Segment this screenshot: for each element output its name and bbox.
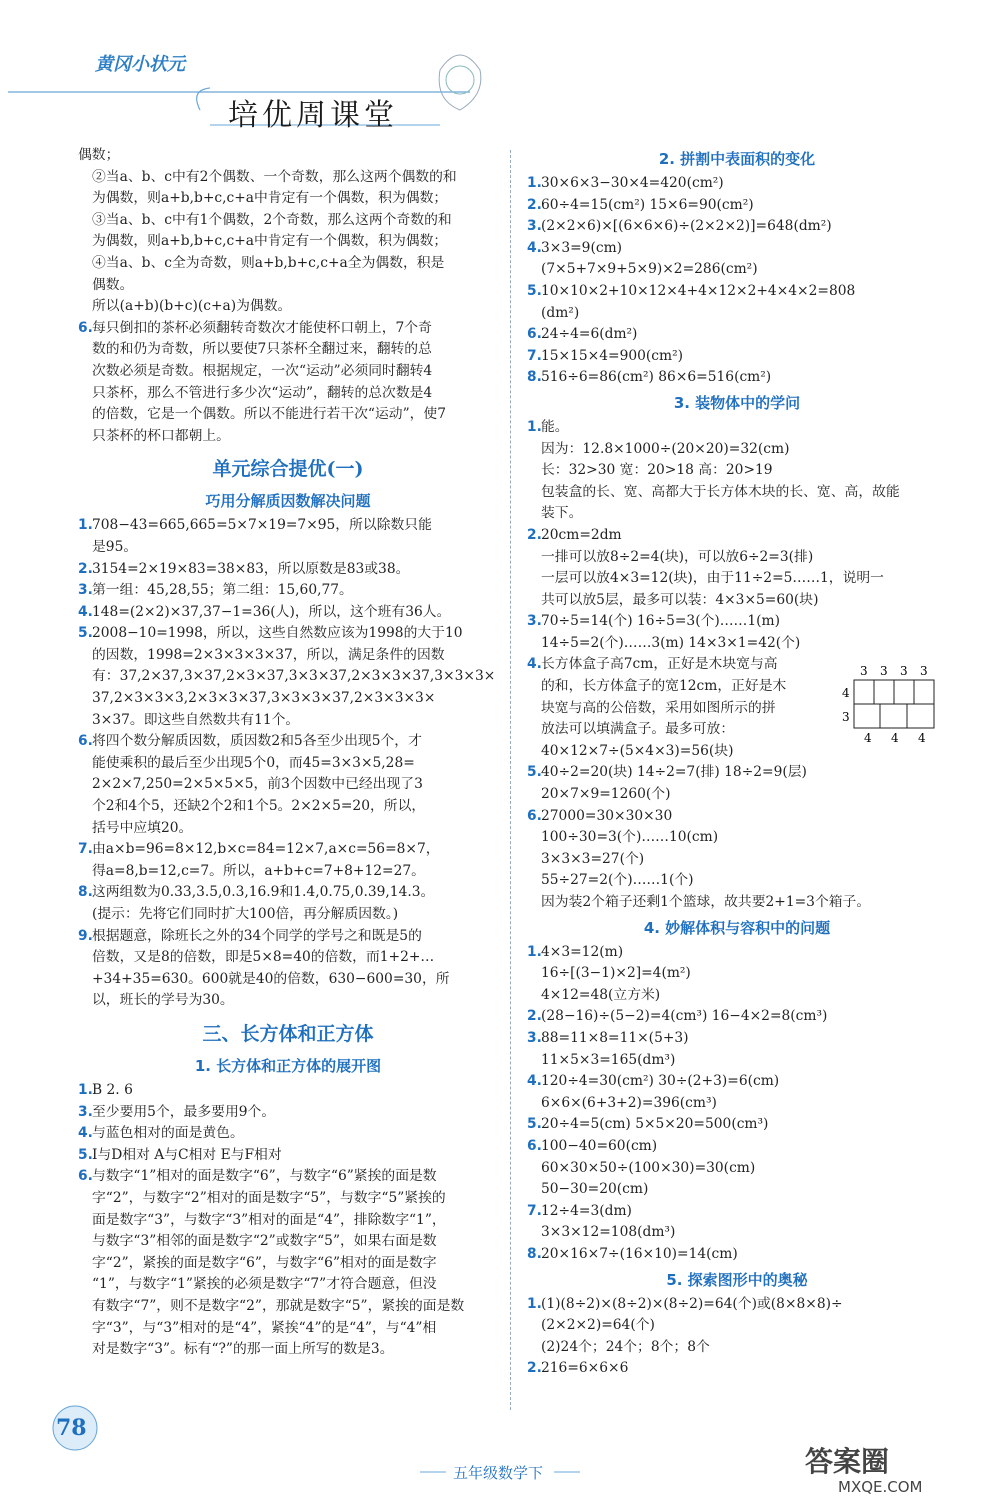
item-number: 8. <box>527 1245 542 1262</box>
text-line: 的和，长方体盒子的宽12cm，正好是木 <box>541 678 787 695</box>
answer-item <box>527 1006 947 1028</box>
answer-item <box>527 1114 947 1136</box>
item-number: 5. <box>527 764 542 781</box>
watermark-url: MXQE.COM <box>838 1478 923 1496</box>
text-line: ③当a、b、c中有1个偶数，2个奇数，那么这两个奇数的和 <box>92 211 452 228</box>
text-line: 字“2”，紧挨的面是数字“6”，与数字“6”相对的面是数字 <box>92 1254 437 1271</box>
item-number: 9. <box>78 927 93 944</box>
text-line: (dm²) <box>541 304 580 321</box>
answer-item <box>527 367 947 389</box>
item-number: 3. <box>527 613 542 630</box>
answer-item <box>78 839 498 882</box>
text-line: 字“3”，与“3”相对的是“4”，紧挨“4”的是“4”，与“4”相 <box>92 1319 437 1336</box>
item-number: 6. <box>527 326 542 343</box>
answer-item <box>527 1201 947 1244</box>
text-line: 20cm=2dm <box>541 526 622 543</box>
text-line: 30×6×3−30×4=420(cm²) <box>541 175 724 191</box>
item-number: 3. <box>78 1103 93 1120</box>
item-number: 8. <box>78 884 93 901</box>
answer-item <box>527 942 947 1007</box>
text-line: I与D相对 A与C相对 E与F相对 <box>92 1146 282 1163</box>
section-heading: 巧用分解质因数解决问题 <box>205 492 371 511</box>
text-line: 是95。 <box>92 538 138 555</box>
fig-label: 3 <box>880 664 888 678</box>
text-line: 100÷30=3(个)……10(cm) <box>541 829 719 846</box>
text-line: 次数必须是奇数。根据规定，一次“运动”必须同时翻转4 <box>92 362 433 379</box>
text-line: 3×37。即这些自然数共有11个。 <box>92 711 300 728</box>
text-line: 70÷5=14(个) 16÷5=3(个)……1(m) <box>541 613 780 630</box>
text-line: 37,2×3×3×3,2×3×3×37,3×3×3×37,2×3×3×3× <box>92 690 436 707</box>
text-line: 括号中应填20。 <box>92 819 193 836</box>
text-line: 第一组：45,28,55；第二组：15,60,77。 <box>92 582 353 599</box>
brand-logo: 黄冈小状元 <box>95 54 185 75</box>
answer-item <box>527 1136 947 1201</box>
item-number: 1. <box>527 418 542 435</box>
packing-figure <box>840 662 940 746</box>
item-number: 1. <box>78 517 93 534</box>
item-number: 6. <box>527 1137 542 1154</box>
fig-label: 4 <box>918 731 926 745</box>
text-line: 4×12=48(立方米) <box>541 986 661 1003</box>
answer-item <box>78 1080 498 1102</box>
text-line: 3×3×3=27(个) <box>541 850 645 867</box>
item-number: 6. <box>78 319 93 336</box>
answer-item <box>78 318 498 448</box>
answer-list <box>78 515 498 1012</box>
text-line: 148=(2×2)×37,37−1=36(人)，所以，这个班有36人。 <box>92 603 451 620</box>
column-divider <box>510 150 511 1410</box>
answer-list <box>78 1080 498 1361</box>
text-line: (1)(8÷2)×(8÷2)×(8÷2)=64(个)或(8×8×8)÷ <box>541 1295 843 1312</box>
text-line: 20×16×7÷(16×10)=14(cm) <box>541 1245 738 1262</box>
text-line: 为偶数，则a+b,b+c,c+a中肯定有一个偶数，积为偶数； <box>92 233 448 250</box>
text-line: 这两组数为0.33,3.5,0.3,16.9和1.4,0.75,0.39,14.3。 <box>92 884 435 901</box>
text-line: 包装盒的长、宽、高都大于长方体木块的长、宽、高，故能 <box>541 483 900 500</box>
text-line: (2×2×6)×[(6×6×6)÷(2×2×2)]=648(dm²) <box>541 218 832 235</box>
text-line: 50−30=20(cm) <box>541 1181 649 1198</box>
text-line: 516÷6=86(cm²) 86×6=516(cm²) <box>541 369 772 386</box>
text-line: 6×6×(6+3+2)=396(cm³) <box>541 1094 717 1111</box>
watermark: 答案圈 <box>805 1445 890 1478</box>
answer-item <box>527 762 947 805</box>
text-line: 能。 <box>541 418 569 435</box>
item-number: 4. <box>78 603 93 620</box>
answer-item <box>527 525 947 611</box>
text-line: 一排可以放8÷2=4(块)，可以放6÷2=3(排) <box>541 548 814 565</box>
text-line: 16÷[(3−1)×2]=4(m²) <box>541 965 691 982</box>
answer-item <box>527 1028 947 1071</box>
text-line: 只茶杯的杯口都朝上。 <box>92 427 230 444</box>
answer-item <box>527 611 947 654</box>
answer-item <box>527 238 947 281</box>
text-line: (2)24个；24个；8个；8个 <box>541 1338 710 1355</box>
text-line: 对是数字“3”。标有“?”的那一面上所写的数是3。 <box>92 1341 394 1358</box>
text-line: 的因数，1998=2×3×3×3×37，所以，满足条件的因数 <box>92 646 445 663</box>
chapter-heading: 三、长方体和正方体 <box>202 1022 374 1045</box>
text-line: 装下。 <box>541 505 583 522</box>
item-number: 7. <box>78 841 93 858</box>
text-line: (2×2×2)=64(个) <box>541 1317 655 1334</box>
answer-item <box>78 882 498 925</box>
text-line: 得a=8,b=12,c=7。所以，a+b+c=7+8+12=27。 <box>92 862 425 879</box>
unit-heading: 单元综合提优(一) <box>212 458 364 481</box>
section-heading: 1. 长方体和正方体的展开图 <box>194 1056 382 1075</box>
text-line: 120÷4=30(cm²) 30÷(2+3)=6(cm) <box>541 1073 780 1090</box>
fig-label: 4 <box>864 731 872 745</box>
text-line: 共可以放5层，最多可以装：4×3×5=60(块) <box>541 591 819 608</box>
item-number: 7. <box>527 1202 542 1219</box>
section-heading: 3. 装物体中的学问 <box>673 393 801 412</box>
answer-list <box>527 1294 947 1380</box>
text-line: 只茶杯，那么不管进行多少次“运动”，翻转的总次数是4 <box>92 384 433 401</box>
item-number: 5. <box>78 625 93 642</box>
text-line: (提示：先将它们同时扩大100倍，再分解质因数。) <box>92 906 399 922</box>
item-number: 2. <box>78 560 93 577</box>
answer-item <box>78 926 498 1012</box>
item-number: 6. <box>527 807 542 824</box>
answer-item <box>78 515 498 558</box>
fig-label: 3 <box>842 710 850 724</box>
text-line: 与蓝色相对的面是黄色。 <box>92 1125 244 1142</box>
text-line: 100−40=60(cm) <box>541 1137 658 1154</box>
text-line: 长方体盒子高7cm，正好是木块宽与高 <box>541 656 778 673</box>
answer-item <box>78 1102 498 1124</box>
text-line: 60×30×50÷(100×30)=30(cm) <box>541 1159 756 1176</box>
text-line: 由a×b=96=8×12,b×c=84=12×7,a×c=56=8×7， <box>92 841 440 858</box>
text-line: (7×5+7×9+5×9)×2=286(cm²) <box>541 261 758 278</box>
section-heading: 2. 拼割中表面积的变化 <box>658 150 816 168</box>
text-line: B 2. 6 <box>92 1081 133 1098</box>
item-number: 1. <box>527 943 542 960</box>
answer-item <box>78 1166 498 1360</box>
item-number: 2. <box>527 526 542 543</box>
item-number: 4. <box>78 1125 93 1142</box>
answer-item <box>527 324 947 346</box>
text-line: 20×7×9=1260(个) <box>541 786 671 803</box>
packing-diagram <box>840 662 940 746</box>
fig-label: 3 <box>900 664 908 678</box>
text-line: 字“2”，与数字“2”相对的面是数字“5”，与数字“5”紧挨的 <box>92 1189 446 1206</box>
text-line: 40÷2=20(块) 14÷2=7(排) 18÷2=9(层) <box>541 764 807 781</box>
fig-label: 3 <box>920 664 928 678</box>
text-line: 以，班长的学号为30。 <box>92 992 234 1009</box>
item-number: 6. <box>78 1168 93 1185</box>
text-line: 20÷4=5(cm) 5×5×20=500(cm³) <box>541 1116 769 1133</box>
text-line: 40×12×7÷(5×4×3)=56(块) <box>541 742 734 759</box>
text-line: 24÷4=6(dm²) <box>541 326 638 343</box>
answer-list <box>527 173 947 389</box>
answer-item <box>78 580 498 602</box>
answer-item <box>527 216 947 238</box>
item-number: 3. <box>78 582 93 599</box>
text-line: 能使乘积的最后至少出现5个0，而45=3×3×5,28= <box>92 754 415 771</box>
answer-item <box>78 1123 498 1145</box>
text-line: 因为：12.8×1000÷(20×20)=32(cm) <box>541 440 790 457</box>
text-line: 每只倒扣的茶杯必须翻转奇数次才能使杯口朝上，7个奇 <box>92 319 432 336</box>
item-number: 2. <box>527 1360 542 1377</box>
text-line: 偶数。 <box>92 276 134 293</box>
fig-label: 4 <box>842 686 850 700</box>
text-line: 所以(a+b)(b+c)(c+a)为偶数。 <box>92 298 292 315</box>
item-number: 5. <box>527 1116 542 1133</box>
text-line: 偶数； <box>78 147 120 163</box>
answer-item <box>527 346 947 368</box>
text-line: 因为装2个箱子还剩1个篮球，故共要2+1=3个箱子。 <box>541 894 871 910</box>
text-line: 3154=2×19×83=38×83，所以原数是83或38。 <box>92 560 410 577</box>
text-line: 与数字“1”相对的面是数字“6”，与数字“6”紧挨的面是数 <box>92 1168 437 1185</box>
text-line: 长：32>30 宽：20>18 高：20>19 <box>541 462 773 479</box>
text-line: 倍数，又是8的倍数，即是5×8=40的倍数，而1+2+… <box>92 949 435 966</box>
text-line: 3×3×12=108(dm³) <box>541 1224 676 1241</box>
section-heading: 5. 探索图形中的奥秘 <box>666 1270 808 1289</box>
text-line: (28−16)÷(5−2)=4(cm³) 16−4×2=8(cm³) <box>541 1008 828 1025</box>
text-line: 的倍数，它是一个偶数。所以不能进行若干次“运动”，使7 <box>92 406 447 423</box>
answer-item <box>527 417 947 525</box>
text-line: 55÷27=2(个)……1(个) <box>541 872 694 889</box>
intro-lines <box>78 145 498 318</box>
answer-item <box>527 195 947 217</box>
text-line: 708−43=665,665=5×7×19=7×95，所以除数只能 <box>92 517 432 534</box>
text-line: 2×2×7,250=2×5×5×5，前3个因数中已经出现了3 <box>92 776 423 793</box>
text-line: 个2和4个5，还缺2个2和1个5。2×2×5=20，所以， <box>92 798 426 815</box>
item-number: 1. <box>78 1081 93 1098</box>
text-line: 10×10×2+10×12×4+4×12×2+4×4×2=808 <box>541 282 856 299</box>
answer-item <box>527 1071 947 1114</box>
text-line: 数的和仍为奇数，所以要使7只茶杯全翻过来，翻转的总 <box>92 341 432 358</box>
text-line: 有数字“7”，则不是数字“2”，那就是数字“5”，紧挨的面是数 <box>92 1297 465 1314</box>
item-number: 3. <box>527 1029 542 1046</box>
item-number: 3. <box>527 218 542 235</box>
item-number: 4. <box>527 1073 542 1090</box>
text-line: ④当a、b、c全为奇数，则a+b,b+c,c+a全为偶数，积是 <box>92 254 445 271</box>
answer-item <box>78 602 498 624</box>
section-heading: 4. 妙解体积与容积中的问题 <box>643 918 831 937</box>
text-line: +34+35=630。600就是40的倍数，630−600=30，所 <box>92 970 450 987</box>
fig-label: 4 <box>891 731 899 745</box>
right-column <box>527 145 947 1380</box>
item-number: 5. <box>78 1146 93 1163</box>
answer-item <box>78 1145 498 1167</box>
text-line: “1”，与数字“1”紧挨的必须是数字“7”才符合题意，但没 <box>92 1276 437 1293</box>
item-number: 2. <box>527 196 542 213</box>
text-line: 有：37,2×37,3×37,2×3×37,3×3×37,2×3×3×37,3×3×3× <box>92 668 496 685</box>
item-number: 7. <box>527 347 542 364</box>
text-line: 15×15×4=900(cm²) <box>541 347 684 364</box>
answer-item <box>527 1294 947 1359</box>
item-number: 5. <box>527 282 542 299</box>
text-line: ②当a、b、c中有2个偶数、一个奇数，那么这两个偶数的和 <box>92 168 457 185</box>
text-line: 将四个数分解质因数，质因数2和5各至少出现5个，才 <box>92 733 422 750</box>
text-line: 为偶数，则a+b,b+c,c+a中肯定有一个偶数，积为偶数； <box>92 190 448 207</box>
text-line: 12÷4=3(dm) <box>541 1202 632 1219</box>
answer-item <box>527 173 947 195</box>
text-line: 与数字“3”相邻的面是数字“2”或数字“5”，如果右面是数 <box>92 1233 437 1250</box>
text-line: 至少要用5个，最多要用9个。 <box>92 1103 276 1120</box>
text-line: 27000=30×30×30 <box>541 807 673 824</box>
item-number: 1. <box>527 1295 542 1312</box>
fig-label: 3 <box>860 664 868 678</box>
answer-item <box>78 731 498 839</box>
text-line: 根据题意，除班长之外的34个同学的学号之和既是5的 <box>92 927 422 944</box>
text-line: 4×3=12(m) <box>541 943 624 960</box>
item-number: 1. <box>527 175 542 191</box>
answer-item <box>527 281 947 324</box>
answer-item <box>527 1244 947 1266</box>
item-number: 4. <box>527 656 542 673</box>
item-number: 2. <box>527 1008 542 1025</box>
text-line: 60÷4=15(cm²) 15×6=90(cm²) <box>541 196 754 213</box>
text-line: 11×5×3=165(dm³) <box>541 1051 676 1068</box>
text-line: 14÷5=2(个)……3(m) 14×3×1=42(个) <box>541 634 801 651</box>
left-column <box>78 145 498 1361</box>
answer-item <box>78 559 498 581</box>
text-line: 放法可以填满盒子。最多可放： <box>541 721 735 738</box>
item-number: 6. <box>78 733 93 750</box>
text-line: 216=6×6×6 <box>541 1360 629 1377</box>
item-number: 8. <box>527 369 542 386</box>
text-line: 88=11×8=11×(5+3) <box>541 1029 689 1046</box>
grade-label: 五年级数学下 <box>453 1464 544 1482</box>
text-line: 2008−10=1998，所以，这些自然数应该为1998的大于10 <box>92 625 463 642</box>
text-line: 面是数字“3”，与数字“3”相对的面是“4”，排除数字“1”， <box>92 1211 446 1228</box>
page-header <box>0 0 1000 140</box>
item-number: 4. <box>527 239 542 256</box>
text-line: 一层可以放4×3=12(块)，由于11÷2=5……1，说明一 <box>541 570 884 587</box>
answer-item <box>527 1358 947 1380</box>
page-number: 78 <box>56 1415 87 1441</box>
text-line: 3×3=9(cm) <box>541 239 623 256</box>
text-line: 块宽与高的公倍数，采用如图所示的拼 <box>541 699 776 716</box>
page-title: 培优周课堂 <box>228 98 398 133</box>
answer-item <box>78 623 498 731</box>
answer-item <box>527 806 947 914</box>
answer-list <box>527 942 947 1266</box>
